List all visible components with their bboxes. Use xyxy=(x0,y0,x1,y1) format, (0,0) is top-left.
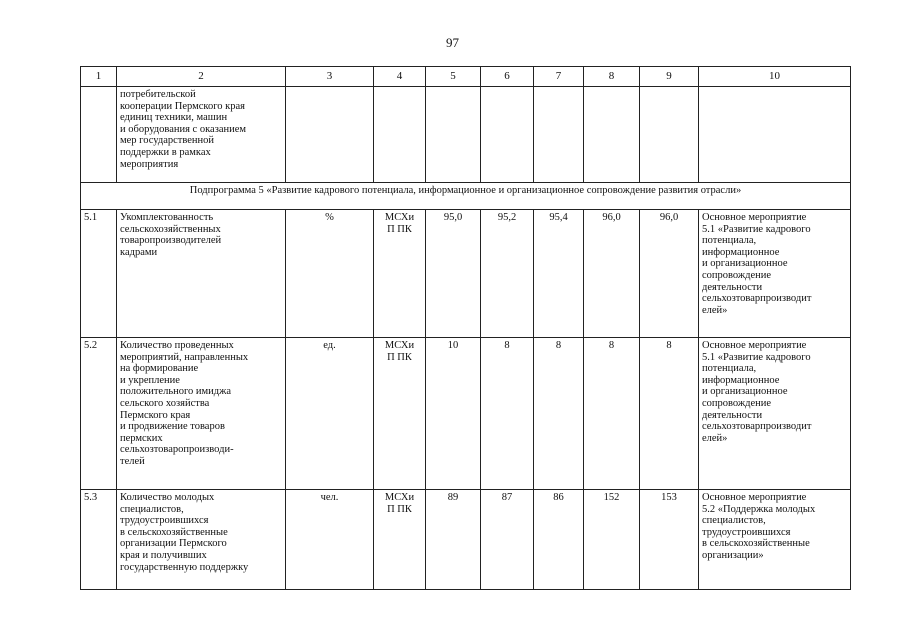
cell-value: 87 xyxy=(481,490,534,590)
cell-value: 8 xyxy=(584,338,640,490)
cell-value xyxy=(481,87,534,183)
text-line: Количество молодых xyxy=(120,492,215,503)
text-line: 5.1 «Развитие кадрового xyxy=(702,351,811,363)
text-line: Количество проведенных xyxy=(120,340,234,351)
cell-value: 10 xyxy=(426,338,481,490)
text-line: специалистов, xyxy=(702,515,766,527)
cell-value xyxy=(534,87,584,183)
cell-note xyxy=(699,490,851,590)
text-line: 5.2 «Поддержка молодых xyxy=(702,503,816,515)
subprogram-row xyxy=(81,183,851,210)
text-line: сельхозтоварпроизводит xyxy=(702,293,812,305)
text-line: государственную поддержку xyxy=(120,561,249,573)
cell-note xyxy=(699,87,851,183)
cell-note xyxy=(699,210,851,338)
text-line: кооперации Пермского края xyxy=(120,100,245,112)
text-line: и укрепление xyxy=(120,374,180,386)
text-line: МСХи xyxy=(384,340,415,351)
text-line: трудоустроившихся xyxy=(702,526,791,538)
text-line: П ПК xyxy=(387,503,412,515)
text-line: сельскохозяйственных xyxy=(120,223,221,235)
text-line: сельского хозяйства xyxy=(120,397,210,409)
column-header: 1 xyxy=(81,67,117,87)
column-header: 10 xyxy=(699,67,851,87)
cell-responsible xyxy=(374,210,426,338)
text-line: организации Пермского xyxy=(120,538,227,550)
cell-value xyxy=(426,87,481,183)
text-line: елей» xyxy=(702,432,728,444)
cell-value: 8 xyxy=(481,338,534,490)
cell-indicator-name xyxy=(117,338,286,490)
column-header: 7 xyxy=(534,67,584,87)
table-row xyxy=(81,490,851,590)
text-line: организации» xyxy=(702,549,764,561)
cell-unit xyxy=(286,87,374,183)
column-header: 8 xyxy=(584,67,640,87)
text-line: Основное мероприятие xyxy=(702,340,807,351)
text-line: информационное xyxy=(702,374,780,386)
text-line: товаропроизводителей xyxy=(120,235,222,247)
column-header: 9 xyxy=(640,67,699,87)
cell-responsible xyxy=(374,87,426,183)
column-header: 3 xyxy=(286,67,374,87)
text-line: телей xyxy=(120,455,145,467)
column-header: 2 xyxy=(117,67,286,87)
text-line: сопровождение xyxy=(702,269,772,281)
cell-num xyxy=(81,87,117,183)
text-line: на формирование xyxy=(120,363,199,375)
table-row xyxy=(81,338,851,490)
text-line: Основное мероприятие xyxy=(702,492,807,503)
text-line: поддержки в рамках xyxy=(120,146,211,158)
text-line: и продвижение товаров xyxy=(120,421,225,433)
cell-unit: чел. xyxy=(286,490,374,590)
text-line: края и получивших xyxy=(120,549,207,561)
column-header: 5 xyxy=(426,67,481,87)
cell-responsible xyxy=(374,490,426,590)
text-line: пермских xyxy=(120,432,163,444)
text-line: Укомплектованность xyxy=(120,212,214,223)
text-line: сельхозтоварпроизводит xyxy=(702,421,812,433)
text-line: МСХи xyxy=(384,492,415,503)
text-line: Основное мероприятие xyxy=(702,212,807,223)
cell-value: 8 xyxy=(640,338,699,490)
text-line: потенциала, xyxy=(702,363,757,375)
cell-value: 153 xyxy=(640,490,699,590)
text-line: потенциала, xyxy=(702,235,757,247)
text-line: информационное xyxy=(702,246,780,258)
cell-indicator-name xyxy=(117,210,286,338)
cell-indicator-name xyxy=(117,87,286,183)
text-line: специалистов, xyxy=(120,503,184,515)
text-line: П ПК xyxy=(387,223,412,235)
cell-num: 5.1 xyxy=(81,210,117,338)
text-line: елей» xyxy=(702,304,728,316)
text-line: и оборудования с оказанием xyxy=(120,123,247,135)
column-header: 4 xyxy=(374,67,426,87)
page-number: 97 xyxy=(446,35,459,50)
cell-value xyxy=(640,87,699,183)
text-line: Пермского края xyxy=(120,409,191,421)
text-line: 5.1 «Развитие кадрового xyxy=(702,223,811,235)
cell-num: 5.3 xyxy=(81,490,117,590)
text-line: П ПК xyxy=(387,351,412,363)
column-number-row xyxy=(81,67,851,87)
cell-value xyxy=(584,87,640,183)
cell-value: 89 xyxy=(426,490,481,590)
cell-value: 8 xyxy=(534,338,584,490)
text-line: сельхозтоваропроизводи- xyxy=(120,444,234,456)
continuation-row xyxy=(81,87,851,183)
cell-value: 86 xyxy=(534,490,584,590)
text-line: мероприятий, направленных xyxy=(120,351,249,363)
cell-value: 96,0 xyxy=(584,210,640,338)
text-line: МСХи xyxy=(384,212,415,223)
text-line: мер государственной xyxy=(120,135,215,147)
text-line: трудоустроившихся xyxy=(120,515,209,527)
cell-value: 152 xyxy=(584,490,640,590)
cell-value: 95,2 xyxy=(481,210,534,338)
cell-value: 95,4 xyxy=(534,210,584,338)
text-line: потребительской xyxy=(120,89,196,100)
indicators-table xyxy=(80,66,851,590)
cell-note xyxy=(699,338,851,490)
subprogram-title: Подпрограмма 5 «Развитие кадрового потенциала, информационное и организационное сопровождение развития отрасли» xyxy=(81,183,851,210)
cell-unit: % xyxy=(286,210,374,338)
cell-indicator-name xyxy=(117,490,286,590)
text-line: единиц техники, машин xyxy=(120,112,228,124)
table-row xyxy=(81,210,851,338)
text-line: положительного имиджа xyxy=(120,386,232,398)
text-line: сопровождение xyxy=(702,397,772,409)
cell-unit: ед. xyxy=(286,338,374,490)
text-line: мероприятия xyxy=(120,158,179,170)
cell-num: 5.2 xyxy=(81,338,117,490)
text-line: в сельскохозяйственные xyxy=(702,538,810,550)
column-header: 6 xyxy=(481,67,534,87)
text-line: деятельности xyxy=(702,409,763,421)
text-line: деятельности xyxy=(702,281,763,293)
cell-value: 96,0 xyxy=(640,210,699,338)
cell-responsible xyxy=(374,338,426,490)
text-line: кадрами xyxy=(120,246,158,258)
text-line: в сельскохозяйственные xyxy=(120,526,228,538)
cell-value: 95,0 xyxy=(426,210,481,338)
text-line: и организационное xyxy=(702,258,788,270)
text-line: и организационное xyxy=(702,386,788,398)
